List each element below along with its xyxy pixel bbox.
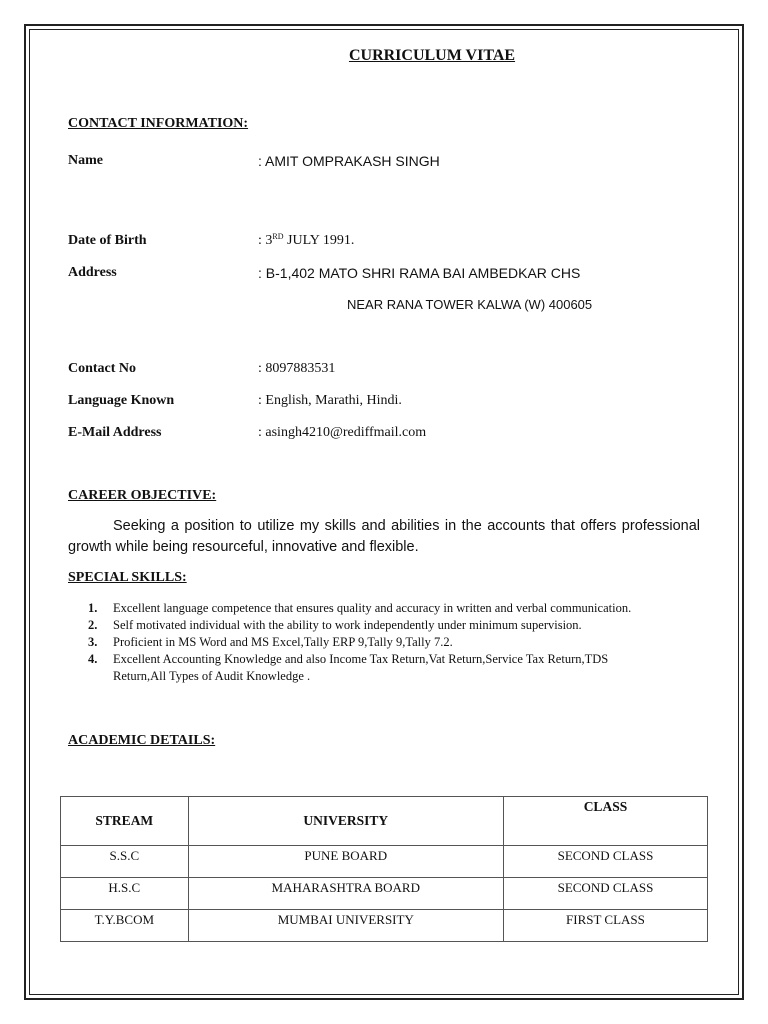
column-header-stream: STREAM	[61, 797, 189, 846]
table-header-row	[61, 797, 708, 846]
address-label: Address	[68, 265, 117, 280]
column-header-class: CLASS	[503, 797, 707, 846]
table-cell: S.S.C	[61, 846, 189, 878]
address-line1: : B-1,402 MATO SHRI RAMA BAI AMBEDKAR CHS	[258, 265, 581, 281]
table-row	[61, 910, 708, 942]
list-item: 4. Excellent Accounting Knowledge and also Income Tax Return,Vat Return,Service Tax Return,TDS Return,All Types of Audit Knowledge .	[88, 652, 609, 683]
contact-heading: CONTACT INFORMATION:	[68, 116, 249, 131]
table-row	[61, 878, 708, 910]
academic-table	[60, 796, 708, 942]
table-cell: FIRST CLASS	[503, 910, 707, 942]
career-heading: CAREER OBJECTIVE:	[68, 488, 217, 503]
academic-heading: ACADEMIC DETAILS:	[68, 733, 216, 748]
document-title: CURRICULUM VITAE	[348, 47, 516, 64]
table-cell: MAHARASHTRA BOARD	[188, 878, 503, 910]
table-row	[61, 846, 708, 878]
list-item: 3. Proficient in MS Word and MS Excel,Tally ERP 9,Tally 9,Tally 7.2.	[88, 635, 453, 649]
email-value: : asingh4210@rediffmail.com	[258, 425, 427, 440]
name-value: : AMIT OMPRAKASH SINGH	[258, 153, 440, 169]
table-cell: MUMBAI UNIVERSITY	[188, 910, 503, 942]
contact-no-value: : 8097883531	[258, 361, 336, 376]
address-line2: NEAR RANA TOWER KALWA (W) 400605	[347, 297, 593, 312]
table-cell: T.Y.BCOM	[61, 910, 189, 942]
list-item: 1. Excellent language competence that ensures quality and accuracy in written and verbal communication.	[88, 601, 632, 615]
dob-value: : 3RD JULY 1991.	[258, 232, 355, 248]
language-label: Language Known	[68, 393, 175, 408]
language-value: : English, Marathi, Hindi.	[258, 393, 402, 408]
table-cell: PUNE BOARD	[188, 846, 503, 878]
table-cell: H.S.C	[61, 878, 189, 910]
skills-list	[68, 600, 708, 685]
table-cell: SECOND CLASS	[503, 846, 707, 878]
name-label: Name	[68, 153, 103, 168]
dob-superscript: RD	[272, 232, 284, 241]
skills-heading: SPECIAL SKILLS:	[68, 570, 187, 585]
dob-label: Date of Birth	[68, 233, 147, 248]
table-cell: SECOND CLASS	[503, 878, 707, 910]
contact-no-label: Contact No	[68, 361, 137, 376]
column-header-university: UNIVERSITY	[188, 797, 503, 846]
list-item: 2. Self motivated individual with the ability to work independently under minimum supervision.	[88, 618, 582, 632]
career-objective-text: Seeking a position to utilize my skills and abilities in the accounts that offers professional growth while being resourceful, innovative and flexible.	[68, 518, 700, 555]
email-label: E-Mail Address	[68, 425, 162, 440]
